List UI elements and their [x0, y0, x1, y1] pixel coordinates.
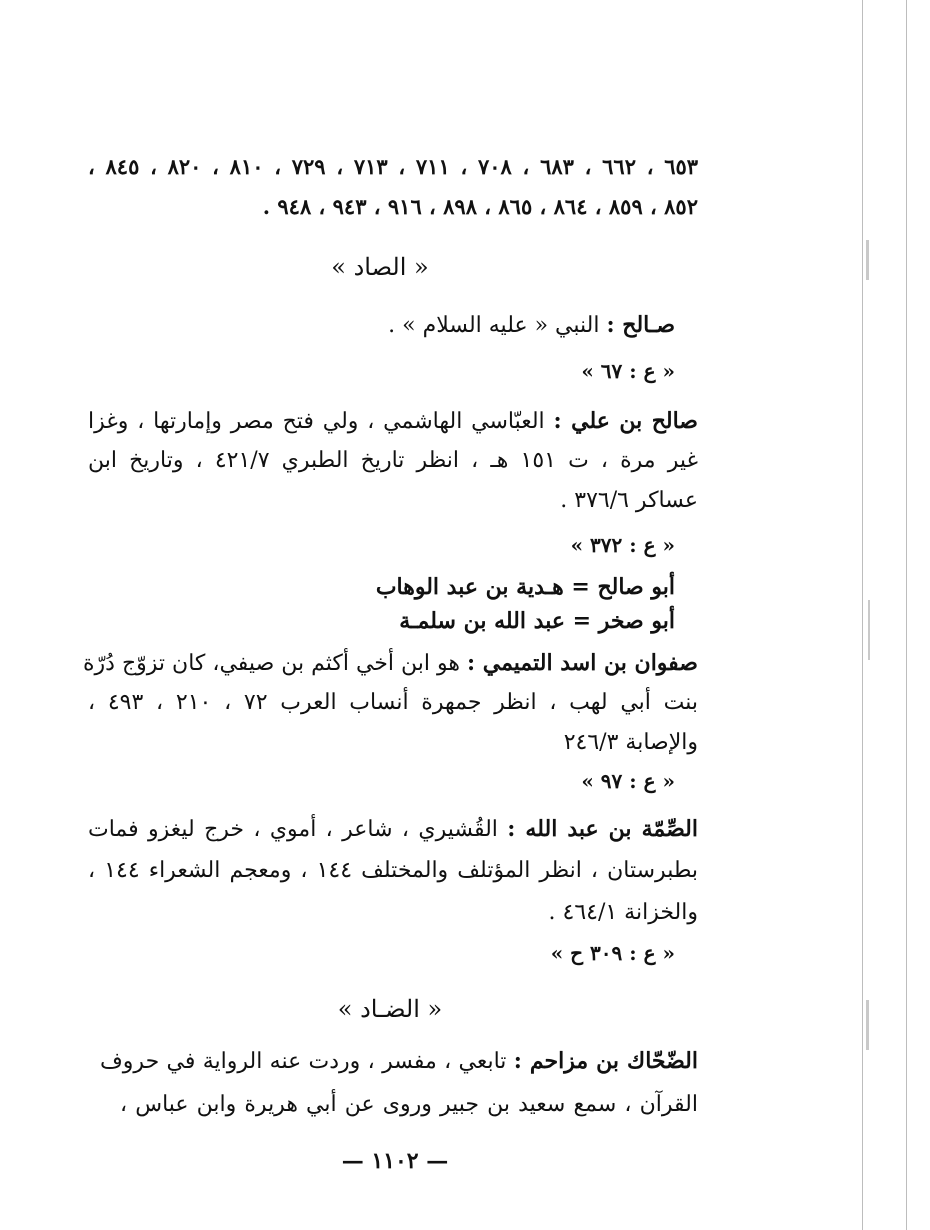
section-heading-sad: « الصاد »: [331, 253, 429, 281]
page-edge-line: [906, 0, 907, 1230]
scan-speck: [866, 240, 869, 280]
entry-salih-ibn-ali-line-1: [88, 406, 698, 437]
page-number: — ١١٠٢ —: [341, 1148, 449, 1174]
index-numbers-line-2: ٨٥٢ ، ٨٥٩ ، ٨٦٤ ، ٨٦٥ ، ٨٩٨ ، ٩١٦ ، ٩٤٣ ، ٩٤٨ .: [262, 194, 698, 219]
entry-reference: « ع : ٣٠٩ ح »: [550, 941, 675, 965]
scan-speck: [868, 600, 870, 660]
entry-safwan-line-3: والإصابة ٢٤٦/٣: [563, 730, 698, 755]
entry-name: صـالح :: [606, 312, 675, 338]
entry-reference: « ع : ٦٧ »: [581, 359, 675, 383]
kunya-abu-sakhr: أبو صخر = عبد الله بن سلمـة: [399, 608, 675, 634]
entry-name: الضّحّاك بن مزاحم :: [513, 1048, 698, 1074]
kunya-abu-salih: أبو صالح = هـدية بن عبد الوهاب: [375, 574, 675, 600]
entry-text: تابعي ، مفسر ، وردت عنه الرواية في حروف: [100, 1049, 507, 1074]
entry-text: النبي « عليه السلام » .: [388, 313, 600, 338]
entry-safwan-line-2: بنت أبي لهب ، انظر جمهرة أنساب العرب ٧٢ ، ٢١٠ ، ٤٩٣ ،: [88, 690, 699, 715]
entry-reference: « ع : ٣٧٢ »: [570, 533, 675, 557]
section-heading-dad: « الضـاد »: [337, 995, 443, 1023]
entry-dahhak-line-2: القرآن ، سمع سعيد بن جبير وروى عن أبي هريرة وابن عباس ،: [120, 1092, 698, 1117]
scan-speck: [866, 1000, 869, 1050]
entry-simma-line-1: [88, 814, 698, 845]
entry-dahhak-line-1: [100, 1046, 698, 1077]
entry-salih-ibn-ali-line-2: غير مرة ، ت ١٥١ هـ ، انظر تاريخ الطبري ٤٢١/٧ ، وتاريخ ابن: [88, 448, 698, 473]
entry-salih-ibn-ali-line-3: عساكر ٣٧٦/٦ .: [560, 488, 698, 513]
entry-text: القُشيري ، شاعر ، أموي ، خرج ليغزو فمات: [88, 817, 498, 842]
entry-simma-line-3: والخزانة ٤٦٤/١ .: [548, 900, 698, 925]
entry-simma-line-2: بطبرستان ، انظر المؤتلف والمختلف ١٤٤ ، ومعجم الشعراء ١٤٤ ،: [88, 858, 698, 883]
entry-name: صفوان بن اسد التميمي :: [466, 650, 698, 676]
entry-safwan-line-1: [83, 648, 698, 679]
entry-text: العبّاسي الهاشمي ، ولي فتح مصر وإمارتها ، وغزا: [88, 409, 545, 434]
entry-name: صالح بن علي :: [553, 408, 698, 434]
entry-text: هو ابن أخي أكثم بن صيفي، كان تزوّج دُرّة: [83, 651, 460, 676]
entry-salih-nabi: [388, 310, 675, 341]
page-edge-line: [862, 0, 863, 1230]
entry-reference: « ع : ٩٧ »: [581, 769, 675, 793]
index-numbers-line-1: ٦٥٣ ، ٦٦٢ ، ٦٨٣ ، ٧٠٨ ، ٧١١ ، ٧١٣ ، ٧٢٩ ، ٨١٠ ، ٨٢٠ ، ٨٤٥ ،: [88, 154, 699, 179]
entry-name: الصِّمّة بن عبد الله :: [507, 816, 698, 842]
